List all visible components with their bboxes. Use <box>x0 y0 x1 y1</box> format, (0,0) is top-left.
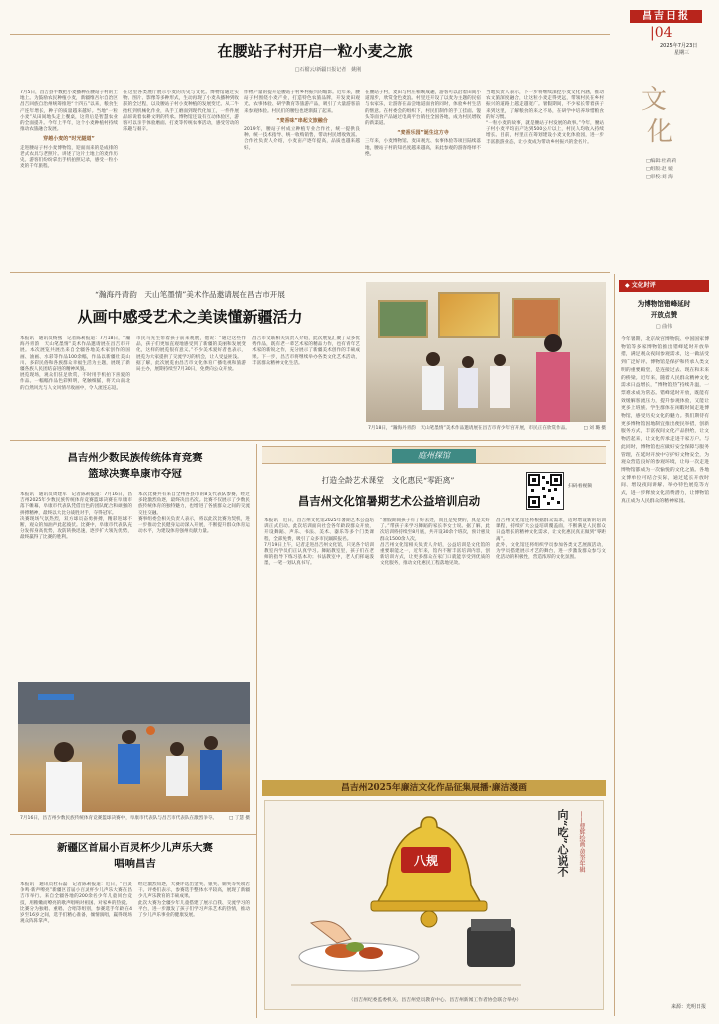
issue-weekday: 星期三 <box>674 50 690 56</box>
library-col-2: “暑假期间孩子有了好去处，而且是免费的，真是太好了。”带孩子来学习舞蹈的家长李女士说。据了解，此次培训将持续至8月底，共开设30余个班次，预计惠及群众1500余人次。 昌吉州文化馆相关负责人介绍，公益培训是文化馆的重要职能之一，近年来，馆内不断丰富培训内容，创新培训方式，让更多群众在家门口就能享受到优质的文化服务，推动文化惠民工程落地见效。 <box>380 518 490 567</box>
lead-col-1: 7月5日，昌吉县半数把小麦播种在腰站子村的土地上。为鼓励农民种植小麦，新疆维吾尔自治区昌吉回族自治州统筹推进“十四五”以来，粮食生产连年增长，种子的质量越来越好。当地“一粒小麦”从田间地头走上餐桌，这背后是智慧农业的全面提升。今年上半年，这个小麦种植村持续推动农旅融合发展。 穿越小麦的“时光隧道” 走进腰站子村小麦博物馆，迎面而来的是成排的老式农具与老照片。讲述了这片土地上的麦作历史。游客们纷纷拿出手机拍照记录，感受一粒小麦的千年旅程。 <box>20 90 118 170</box>
art-photo <box>366 282 606 422</box>
library-col-1: 本报讯 近日，昌吉州文化馆2025年暑期艺术公益培训正式启动。此次培训面向社会各年龄段群众开放，开设舞蹈、声乐、书法、美术、器乐等多个门类课程，全部免费，吸引了众多市民踊跃报名。 7月19日上午，记者走进昌吉州文化馆，只见各个培训教室内学员们正认真学习。舞蹈教室里，孩子们在老师的指导下练习基本功；书法教室中，老人们挥毫泼墨，一笔一划认真书写。 <box>264 518 374 567</box>
basketball-headline: 篮球决赛阜康市夺冠 <box>88 468 182 480</box>
page-number: |04 <box>650 25 673 41</box>
art-col-1: 本报讯 通讯员杨燕 记者陈莉报道：7月18日，“瀚海丹青韵 天山笔墨情”美术作品邀请展在昌吉市开展。本次展览共展出来自全疆各地美术家创作的国画、油画、水彩等作品100余幅，作品以新疆壮美山川、多彩民俗和各族群众幸福生活为主题，展现了新疆各族人民团结奋进的精神风貌。 展览现场，观众们驻足欣赏，不时用手机拍下喜爱的作品。一幅幅作品色彩鲜明，笔触细腻，将天山南北的自然风光与人文风情尽收画中，令人流连忘返。 <box>20 336 130 391</box>
editor-credit: □编辑:杜莉莉 <box>646 159 677 164</box>
choir-headline: 新疆区首届小百灵杯少儿声乐大赛 <box>57 842 213 854</box>
basketball-photo-caption: 7月16日，昌吉州少数民族传统体育竞赛篮球决赛中，阜康市代表队与昌吉市代表队在激烈争夺。 □ 丁慧 摄 <box>20 816 250 821</box>
art-col-3: 昌吉市文联相关负责人介绍，此次展览汇聚了众多优秀作品，既有老一辈艺术家的精品力作，也有青年艺术家的新锐之作，充分展示了新疆美术创作的丰硕成果。下一步，昌吉市将继续举办各类文化艺术活动，丰富群众精神文化生活。 <box>252 336 360 366</box>
editor-credit: □审校:刘 海 <box>646 175 673 180</box>
section-banner <box>262 446 606 464</box>
basketball-headline: 昌吉州少数民族传统体育竞赛 <box>67 452 203 464</box>
editor-credits <box>646 158 706 182</box>
masthead <box>612 10 712 56</box>
qr-code-icon <box>527 473 563 509</box>
paper-name-logo: 昌吉日报 <box>630 10 702 23</box>
art-col-2: 市民马先生带着孩子前来观展，他说：“通过这些作品，孩子们更加直观地感受到了新疆的美丽和发展变化，这样的展览很有意义。”不少美术爱好者也表示，展览为大家提供了交流学习的机会，让人受益匪浅。 据了解，此次展览由昌吉市文化体育广播电视和旅游局主办，展期持续至7月30日，免费向公众开放。 <box>136 336 246 373</box>
art-photo-caption: 7月18日，“瀚海丹青韵 天山笔墨情”美术作品邀请展在昌吉市青少年宫开展，市民正在欣赏作品。 □ 刘 璐 摄 <box>368 426 606 431</box>
sidebar-label-icon: ◆ <box>625 282 632 289</box>
lead-subhead: 穿越小麦的“时光隧道” <box>43 136 95 143</box>
sidebar-headline: 为博物馆错峰延时 <box>637 300 691 308</box>
hand-shape <box>311 921 351 943</box>
qr-code-label: 扫码看视频 <box>568 484 592 489</box>
library-col-3: 昌吉州文化馆还将根据群众需求，适时增设新的培训课程，持续扩大公益培训覆盖面，不断满足人民群众日益增长的精神文化需求，让文化惠民真正做到“零距离”。 此外，文化馆还将组织学员参加各类文艺展演活动，为学员搭建展示才艺的舞台，进一步激发群众参与文化活动的积极性，营造浓厚的文化氛围。 <box>496 518 606 561</box>
choir-col-2: 经过激烈角逐，大赛评选出金奖、银奖、铜奖等奖项若干。评委们表示，参赛选手整体水平较高，展现了新疆少儿声乐教育的丰硕成果。 此次大赛为全疆少年儿童搭建了展示自我、交流学习的平台，进一步激发了孩子们学习声乐艺术的热情，推动了少儿声乐事业的健康发展。 <box>138 882 250 919</box>
basketball-photo <box>18 682 250 812</box>
cartoon-headline: 昌吉州2025年廉洁文化作品征集展播·廉洁漫画 <box>341 783 527 793</box>
art-headline: 从画中感受艺术之美读懂新疆活力 <box>77 308 303 326</box>
qr-code[interactable] <box>526 472 564 510</box>
library-headline: 昌吉州文化馆暑期艺术公益培训启动 <box>297 494 481 508</box>
editor-credit: □组版:赵 媛 <box>646 167 673 172</box>
basketball-photo-credit: □ 丁慧 摄 <box>228 816 250 821</box>
sidebar-source: 来源：光明日报 <box>670 1004 706 1010</box>
cartoon-title: 向“吃”心说不 <box>556 809 569 877</box>
choir-col-1: 本报讯 通讯员杜石磊 记者陈莉报道：近日，“百灵争鸣·新声嘹亮”新疆区首届小百灵杯少儿声乐大赛在昌吉市举行。来自全疆各地的200余名少年儿童同台竞技，用稚嫩而嘹亮的歌声唱响对祖国、对家乡的热爱。 比赛分为独唱、重唱、合唱等组别，参赛选手年龄在4岁至16岁之间，选手们精心准备，倾情演唱，赢得现场观众阵阵掌声。 <box>20 882 132 925</box>
lead-subhead: “麦香乐园”诞生这方寺 <box>397 130 449 137</box>
lead-headline: 在腰站子村开启一粒小麦之旅 <box>217 42 413 60</box>
lead-byline: □石榴云/新疆日报记者 姚刚 <box>294 67 362 73</box>
lead-col-4: 在腰站子村，麦田与村庄相映成趣，游客可以沿着田间小道漫步，欣赏金色麦浪。村里还开设了以麦为主题的民宿与农家乐，让游客在品尝地道面食的同时，体验乡村生活的惬意。在村委会的组织下，村民们制作的手工挂面、馒头等面食产品通过电商平台销往全国各地，成为村民增收的新渠道。 “麦香乐园”诞生这方寺 三年来，小麦博物馆、麦田观光、农事体验等项目陆续落地，腰站子村的知名度越来越高，来此参观的游客络绎不绝。 <box>365 90 481 157</box>
choir-headline: 唱响昌吉 <box>114 858 156 870</box>
basketball-col-1: 本报讯 通讯员周建军 记者陈莉报道：7月16日，昌吉州2025年少数民族传统体育竞赛篮球决赛在阜康市落下帷幕，阜康市代表队凭借出色的团队配合和顽强的拼搏精神，最终以大比分战胜对手，夺得冠军。 决赛现场气氛热烈，双方球员奋勇拼搏，精彩进球不断，观众的加油声此起彼伏。比赛中，阜康市代表队充分发挥身高优势，攻防转换迅速，逐步扩大领先优势，最终赢得了比赛的胜利。 <box>20 492 132 541</box>
sidebar <box>614 274 712 1016</box>
cartoon-author: ——曹辉绘画·黄奎年辑 <box>578 811 585 873</box>
sidebar-label: ◆ 文化时评 <box>619 280 709 292</box>
sidebar-byline: □ 曲伟 <box>655 324 673 330</box>
cartoon-panel <box>264 800 604 1010</box>
lead-subhead: “麦香味”串起文旅融合 <box>276 117 328 124</box>
sidebar-body: 今年暑期，北京故宫博物院、中国国家博物馆等多家博物馆推出错峰延时开放举措，满足观众夜间参观需求，这一做法受到广泛好评。博物馆是保护和传承人类文明的重要殿堂，是连接过去、现在和未来的桥梁。近年来，随着人民群众精神文化需求日益增长，“博物馆热”持续升温，一票难求成为常态。错峰延时开放，既能有效缓解客流压力，提升参观体验，又能让更多上班族、学生群体在闲暇时间走进博物馆，感受历史文化的魅力。我们期待有更多博物馆因地制宜推出便民举措，创新服务方式，丰富夜间文化产品供给，让文物活起来，让文化传承走进千家万户。与此同时，博物馆也应做好安全保障与服务管理，在延时开放中守护好文物安全，为观众营造良好的参观环境，让每一次走进博物馆都成为一次愉悦的文化之旅。各地文博单位可结合实际，通过延长开放时间、增设夜间讲解、举办特色展览等方式，进一步释放文化消费潜力，让博物馆真正成为人民群众的精神家园。 <box>621 337 709 504</box>
cartoon-footer: （昌吉州纪委监委机关、昌吉州党员教育中心、昌吉州新闻工作者协会联合举办） <box>348 998 522 1003</box>
art-photo-credit: □ 刘 璐 摄 <box>583 426 606 431</box>
bell-label: 八规 <box>413 854 439 868</box>
library-kicker: 打造全龄艺术课堂 文化惠民“零距离” <box>321 476 455 485</box>
cartoon-illustration <box>271 807 541 1003</box>
section-title <box>641 84 681 148</box>
lead-col-3: 作物产量的提升是腰站子村乡村振兴的缩影。近年来，腰站子村围绕小麦产业，打造特色农旅品牌，开发麦田观光、农事体验、研学教育等旅游产品，吸引了大量游客前来参观体验。村民们的腰包也逐渐鼓了起来。 “麦香味”串起文旅融合 2019年，腰站子村成立种植专业合作社，统一提供良种、统一技术指导、统一收购销售，带动村民增收致富。合作社负责人介绍，小麦亩产逐年提高，品质也越来越好。 <box>244 90 360 151</box>
lead-col-5: 当地负责人表示，下一步将继续深挖小麦文化内涵，推动农文旅深度融合，让这粒小麦走得更远，带领村民在乡村振兴的道路上越走越宽广。暑假期间，不少家长带着孩子来到这里，了解粮食的来之不易，在研学中培养珍惜粮食的好习惯。 “一粒小麦的故事，就是腰站子村发展的故事。”今年，腰站子村小麦平均亩产达到500公斤以上，村民人均收入持续增长。目前，村里正在筹划建设小麦文化体验园，进一步丰富旅游业态，让小麦成为带动乡村振兴的金名片。 <box>486 90 604 145</box>
cartoon-header <box>262 780 606 796</box>
section-char: 文 <box>641 85 668 115</box>
sidebar-headline: 开放点赞 <box>650 311 678 319</box>
section-banner-label: 庭州探馆 <box>392 449 476 463</box>
lead-col-2: 在这里各类展厅展示小麦的历史与文化。博物馆通过实物、图片、影像等多种形式，生动再现了小麦从播种到收获的全过程，以及腰站子村小麦种植的发展变迁。从二牛抬杠到机械化作业，从手工磨面到现代化加工，一件件展品诉说着农耕文明的传承。博物馆还设有互动体验区，游客可以亲手体验磨面、打麦等传统农事活动，感受劳动的乐趣与艰辛。 <box>123 90 239 133</box>
issue-date: 2025年7月23日 <box>660 43 698 49</box>
basketball-col-2: 本次比赛共有来自全州各县市的8支代表队参赛，经过多轮激烈角逐，最终决出名次。比赛不仅展示了少数民族传统体育的独特魅力，也增进了各族群众之间的交流交往交融。 赛事组委会相关负责人表示，将以此次比赛为契机，进一步推动全民健身运动深入开展，不断提升群众体育运动水平，为建设体育强州贡献力量。 <box>138 492 250 535</box>
art-kicker: “瀚海丹青韵 天山笔墨情”美术作品邀请展在昌吉市开展 <box>94 290 285 299</box>
section-char: 化 <box>647 117 674 147</box>
